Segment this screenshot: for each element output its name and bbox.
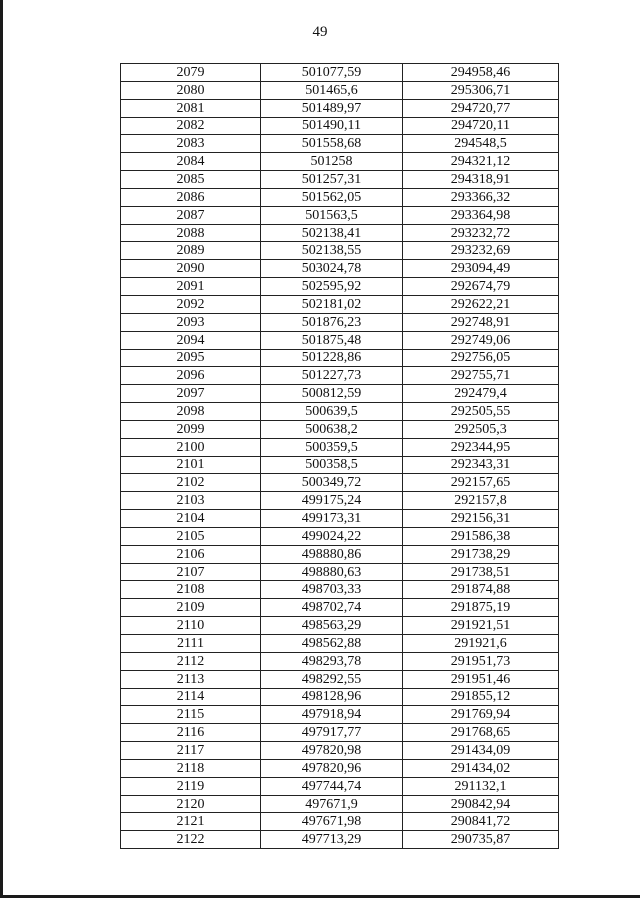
table-row [121, 492, 559, 510]
table-row [121, 224, 559, 242]
table-row [121, 278, 559, 296]
x-coordinate-cell: 497744,74 [261, 777, 403, 795]
table-row [121, 420, 559, 438]
y-coordinate-cell: 292755,71 [403, 367, 559, 385]
table-row [121, 831, 559, 849]
point-number-cell: 2102 [121, 474, 261, 492]
y-coordinate-cell: 291434,09 [403, 742, 559, 760]
y-coordinate-cell: 294321,12 [403, 153, 559, 171]
point-number-cell: 2121 [121, 813, 261, 831]
point-number-cell: 2089 [121, 242, 261, 260]
x-coordinate-cell: 500359,5 [261, 438, 403, 456]
table-row [121, 742, 559, 760]
y-coordinate-cell: 292344,95 [403, 438, 559, 456]
table-row [121, 724, 559, 742]
table-row [121, 759, 559, 777]
table-row [121, 117, 559, 135]
x-coordinate-cell: 501490,11 [261, 117, 403, 135]
y-coordinate-cell: 292479,4 [403, 385, 559, 403]
y-coordinate-cell: 294548,5 [403, 135, 559, 153]
point-number-cell: 2108 [121, 581, 261, 599]
x-coordinate-cell: 499024,22 [261, 527, 403, 545]
y-coordinate-cell: 291921,51 [403, 617, 559, 635]
table-row [121, 795, 559, 813]
x-coordinate-cell: 501258 [261, 153, 403, 171]
table-row [121, 313, 559, 331]
y-coordinate-cell: 292156,31 [403, 510, 559, 528]
y-coordinate-cell: 290841,72 [403, 813, 559, 831]
y-coordinate-cell: 294720,77 [403, 99, 559, 117]
point-number-cell: 2098 [121, 403, 261, 421]
table-row [121, 474, 559, 492]
table-row [121, 188, 559, 206]
x-coordinate-cell: 497671,9 [261, 795, 403, 813]
y-coordinate-cell: 293232,72 [403, 224, 559, 242]
table-row [121, 171, 559, 189]
table-row [121, 652, 559, 670]
y-coordinate-cell: 291132,1 [403, 777, 559, 795]
point-number-cell: 2100 [121, 438, 261, 456]
x-coordinate-cell: 501558,68 [261, 135, 403, 153]
point-number-cell: 2120 [121, 795, 261, 813]
point-number-cell: 2118 [121, 759, 261, 777]
x-coordinate-cell: 501465,6 [261, 81, 403, 99]
coordinates-table [120, 63, 559, 849]
x-coordinate-cell: 503024,78 [261, 260, 403, 278]
point-number-cell: 2092 [121, 295, 261, 313]
x-coordinate-cell: 499173,31 [261, 510, 403, 528]
table-row [121, 385, 559, 403]
table-row [121, 242, 559, 260]
y-coordinate-cell: 291769,94 [403, 706, 559, 724]
y-coordinate-cell: 293094,49 [403, 260, 559, 278]
x-coordinate-cell: 497918,94 [261, 706, 403, 724]
x-coordinate-cell: 501077,59 [261, 64, 403, 82]
y-coordinate-cell: 291738,51 [403, 563, 559, 581]
y-coordinate-cell: 292674,79 [403, 278, 559, 296]
point-number-cell: 2094 [121, 331, 261, 349]
x-coordinate-cell: 502138,55 [261, 242, 403, 260]
x-coordinate-cell: 497671,98 [261, 813, 403, 831]
x-coordinate-cell: 498702,74 [261, 599, 403, 617]
x-coordinate-cell: 501563,5 [261, 206, 403, 224]
y-coordinate-cell: 294318,91 [403, 171, 559, 189]
point-number-cell: 2106 [121, 545, 261, 563]
y-coordinate-cell: 290842,94 [403, 795, 559, 813]
point-number-cell: 2105 [121, 527, 261, 545]
table-row [121, 81, 559, 99]
table-row [121, 706, 559, 724]
y-coordinate-cell: 292505,3 [403, 420, 559, 438]
y-coordinate-cell: 291951,46 [403, 670, 559, 688]
point-number-cell: 2117 [121, 742, 261, 760]
x-coordinate-cell: 501876,23 [261, 313, 403, 331]
point-number-cell: 2088 [121, 224, 261, 242]
point-number-cell: 2116 [121, 724, 261, 742]
point-number-cell: 2085 [121, 171, 261, 189]
point-number-cell: 2079 [121, 64, 261, 82]
x-coordinate-cell: 498563,29 [261, 617, 403, 635]
x-coordinate-cell: 502138,41 [261, 224, 403, 242]
point-number-cell: 2086 [121, 188, 261, 206]
table-row [121, 64, 559, 82]
x-coordinate-cell: 500638,2 [261, 420, 403, 438]
table-row [121, 635, 559, 653]
table-row [121, 295, 559, 313]
x-coordinate-cell: 499175,24 [261, 492, 403, 510]
x-coordinate-cell: 500349,72 [261, 474, 403, 492]
point-number-cell: 2091 [121, 278, 261, 296]
x-coordinate-cell: 500639,5 [261, 403, 403, 421]
x-coordinate-cell: 498562,88 [261, 635, 403, 653]
table-row [121, 563, 559, 581]
x-coordinate-cell: 501227,73 [261, 367, 403, 385]
point-number-cell: 2114 [121, 688, 261, 706]
x-coordinate-cell: 501228,86 [261, 349, 403, 367]
y-coordinate-cell: 291586,38 [403, 527, 559, 545]
x-coordinate-cell: 500812,59 [261, 385, 403, 403]
x-coordinate-cell: 498703,33 [261, 581, 403, 599]
table-row [121, 527, 559, 545]
x-coordinate-cell: 502595,92 [261, 278, 403, 296]
point-number-cell: 2095 [121, 349, 261, 367]
table-row [121, 670, 559, 688]
point-number-cell: 2104 [121, 510, 261, 528]
table-row [121, 813, 559, 831]
point-number-cell: 2082 [121, 117, 261, 135]
y-coordinate-cell: 291874,88 [403, 581, 559, 599]
y-coordinate-cell: 292749,06 [403, 331, 559, 349]
y-coordinate-cell: 292748,91 [403, 313, 559, 331]
point-number-cell: 2113 [121, 670, 261, 688]
table-row [121, 688, 559, 706]
table-row [121, 617, 559, 635]
x-coordinate-cell: 498880,86 [261, 545, 403, 563]
x-coordinate-cell: 500358,5 [261, 456, 403, 474]
y-coordinate-cell: 292505,55 [403, 403, 559, 421]
y-coordinate-cell: 292343,31 [403, 456, 559, 474]
table-row [121, 331, 559, 349]
scan-edge-left [0, 0, 3, 898]
point-number-cell: 2096 [121, 367, 261, 385]
table-row [121, 599, 559, 617]
table-row [121, 510, 559, 528]
point-number-cell: 2080 [121, 81, 261, 99]
x-coordinate-cell: 497917,77 [261, 724, 403, 742]
point-number-cell: 2122 [121, 831, 261, 849]
x-coordinate-cell: 497713,29 [261, 831, 403, 849]
y-coordinate-cell: 293364,98 [403, 206, 559, 224]
x-coordinate-cell: 501562,05 [261, 188, 403, 206]
point-number-cell: 2093 [121, 313, 261, 331]
page-number: 49 [312, 24, 328, 40]
point-number-cell: 2111 [121, 635, 261, 653]
table-row [121, 349, 559, 367]
table-row [121, 99, 559, 117]
table-row [121, 545, 559, 563]
y-coordinate-cell: 291921,6 [403, 635, 559, 653]
x-coordinate-cell: 498128,96 [261, 688, 403, 706]
point-number-cell: 2087 [121, 206, 261, 224]
y-coordinate-cell: 293366,32 [403, 188, 559, 206]
point-number-cell: 2097 [121, 385, 261, 403]
table-row [121, 403, 559, 421]
y-coordinate-cell: 295306,71 [403, 81, 559, 99]
x-coordinate-cell: 498293,78 [261, 652, 403, 670]
y-coordinate-cell: 291434,02 [403, 759, 559, 777]
table-row [121, 153, 559, 171]
y-coordinate-cell: 291768,65 [403, 724, 559, 742]
table-row [121, 456, 559, 474]
point-number-cell: 2081 [121, 99, 261, 117]
coordinates-table-body [121, 64, 559, 849]
x-coordinate-cell: 498880,63 [261, 563, 403, 581]
point-number-cell: 2090 [121, 260, 261, 278]
table-row [121, 777, 559, 795]
y-coordinate-cell: 294958,46 [403, 64, 559, 82]
point-number-cell: 2115 [121, 706, 261, 724]
x-coordinate-cell: 498292,55 [261, 670, 403, 688]
y-coordinate-cell: 290735,87 [403, 831, 559, 849]
y-coordinate-cell: 294720,11 [403, 117, 559, 135]
point-number-cell: 2109 [121, 599, 261, 617]
y-coordinate-cell: 293232,69 [403, 242, 559, 260]
point-number-cell: 2103 [121, 492, 261, 510]
table-row [121, 367, 559, 385]
table-row [121, 206, 559, 224]
x-coordinate-cell: 501875,48 [261, 331, 403, 349]
x-coordinate-cell: 502181,02 [261, 295, 403, 313]
point-number-cell: 2084 [121, 153, 261, 171]
y-coordinate-cell: 291875,19 [403, 599, 559, 617]
x-coordinate-cell: 497820,98 [261, 742, 403, 760]
y-coordinate-cell: 292157,8 [403, 492, 559, 510]
point-number-cell: 2107 [121, 563, 261, 581]
y-coordinate-cell: 291855,12 [403, 688, 559, 706]
y-coordinate-cell: 291738,29 [403, 545, 559, 563]
point-number-cell: 2119 [121, 777, 261, 795]
y-coordinate-cell: 292157,65 [403, 474, 559, 492]
point-number-cell: 2099 [121, 420, 261, 438]
x-coordinate-cell: 501257,31 [261, 171, 403, 189]
point-number-cell: 2101 [121, 456, 261, 474]
x-coordinate-cell: 501489,97 [261, 99, 403, 117]
table-row [121, 438, 559, 456]
y-coordinate-cell: 292756,05 [403, 349, 559, 367]
y-coordinate-cell: 292622,21 [403, 295, 559, 313]
table-row [121, 260, 559, 278]
point-number-cell: 2110 [121, 617, 261, 635]
table-row [121, 135, 559, 153]
point-number-cell: 2083 [121, 135, 261, 153]
x-coordinate-cell: 497820,96 [261, 759, 403, 777]
y-coordinate-cell: 291951,73 [403, 652, 559, 670]
point-number-cell: 2112 [121, 652, 261, 670]
table-row [121, 581, 559, 599]
